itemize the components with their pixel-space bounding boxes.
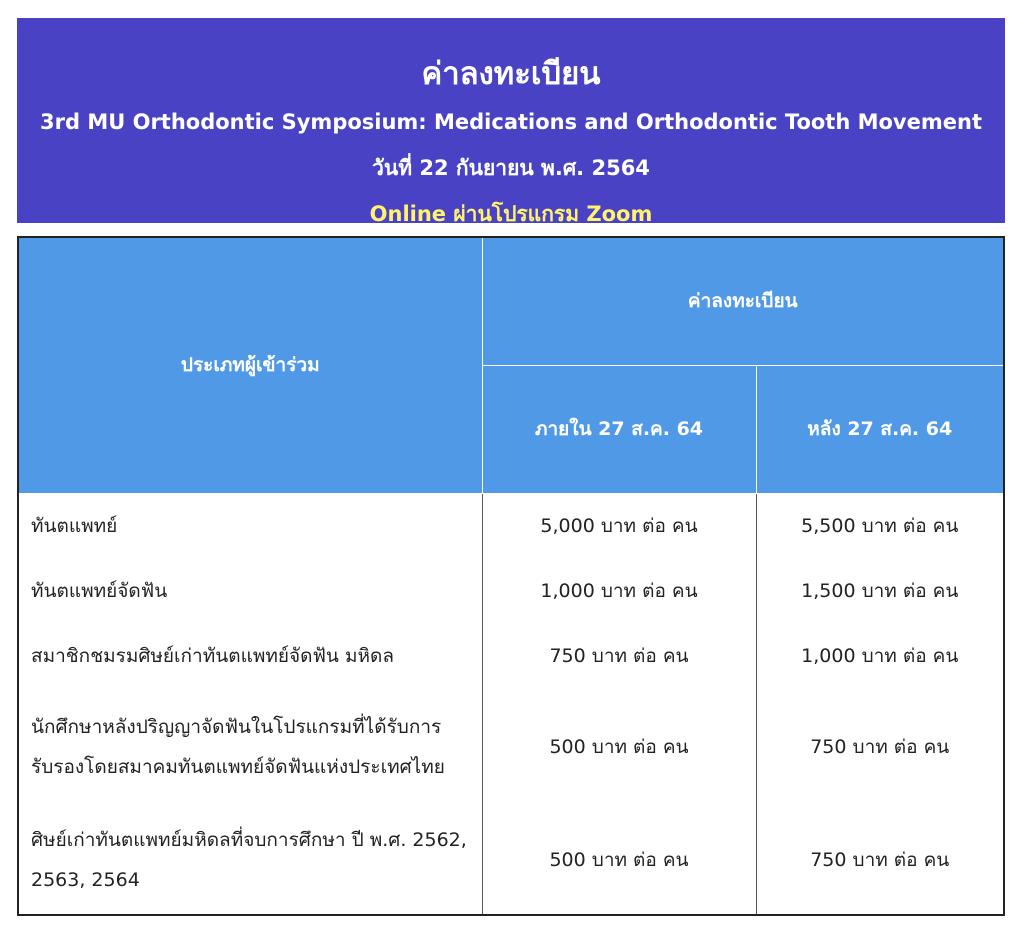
table-row [18, 688, 1004, 806]
event-name: 3rd MU Orthodontic Symposium: Medications and Orthodontic Tooth Movement [40, 110, 982, 134]
row-early-fee: 500 บาท ต่อ คน [482, 806, 756, 915]
row-category: ศิษย์เก่าทันตแพทย์มหิดลที่จบการศึกษา ปี พ.ศ. 2562, 2563, 2564 [31, 829, 467, 891]
table-row [18, 558, 1004, 623]
row-late-fee: 1,500 บาท ต่อ คน [756, 558, 1004, 623]
row-category: นักศึกษาหลังปริญญาจัดฟันในโปรแกรมที่ได้รับการรับรองโดยสมาคมทันตแพทย์จัดฟันแห่งประเทศไทย [31, 716, 445, 778]
row-late-fee: 1,000 บาท ต่อ คน [756, 623, 1004, 688]
table-row [18, 623, 1004, 688]
table-row [18, 806, 1004, 915]
row-late-fee: 750 บาท ต่อ คน [756, 806, 1004, 915]
row-early-fee: 5,000 บาท ต่อ คน [482, 493, 756, 558]
row-early-fee: 1,000 บาท ต่อ คน [482, 558, 756, 623]
row-category: สมาชิกชมรมศิษย์เก่าทันตแพทย์จัดฟัน มหิดล [31, 644, 394, 667]
header-category: ประเภทผู้เข้าร่วม [18, 237, 482, 493]
row-category: ทันตแพทย์ [31, 514, 118, 537]
table-row [18, 493, 1004, 558]
row-late-fee: 5,500 บาท ต่อ คน [756, 493, 1004, 558]
event-date: วันที่ 22 กันยายน พ.ศ. 2564 [372, 156, 650, 180]
row-late-fee: 750 บาท ต่อ คน [756, 688, 1004, 806]
title-banner [17, 18, 1005, 226]
header-late: หลัง 27 ส.ค. 64 [756, 365, 1004, 493]
header-fee: ค่าลงทะเบียน [482, 237, 1004, 365]
fee-table [17, 236, 1005, 916]
row-early-fee: 500 บาท ต่อ คน [482, 688, 756, 806]
row-category: ทันตแพทย์จัดฟัน [31, 579, 168, 602]
row-early-fee: 750 บาท ต่อ คน [482, 623, 756, 688]
header-early: ภายใน 27 ส.ค. 64 [482, 365, 756, 493]
event-venue: Online ผ่านโปรแกรม Zoom [369, 202, 653, 226]
banner-title: ค่าลงทะเบียน [421, 56, 601, 92]
